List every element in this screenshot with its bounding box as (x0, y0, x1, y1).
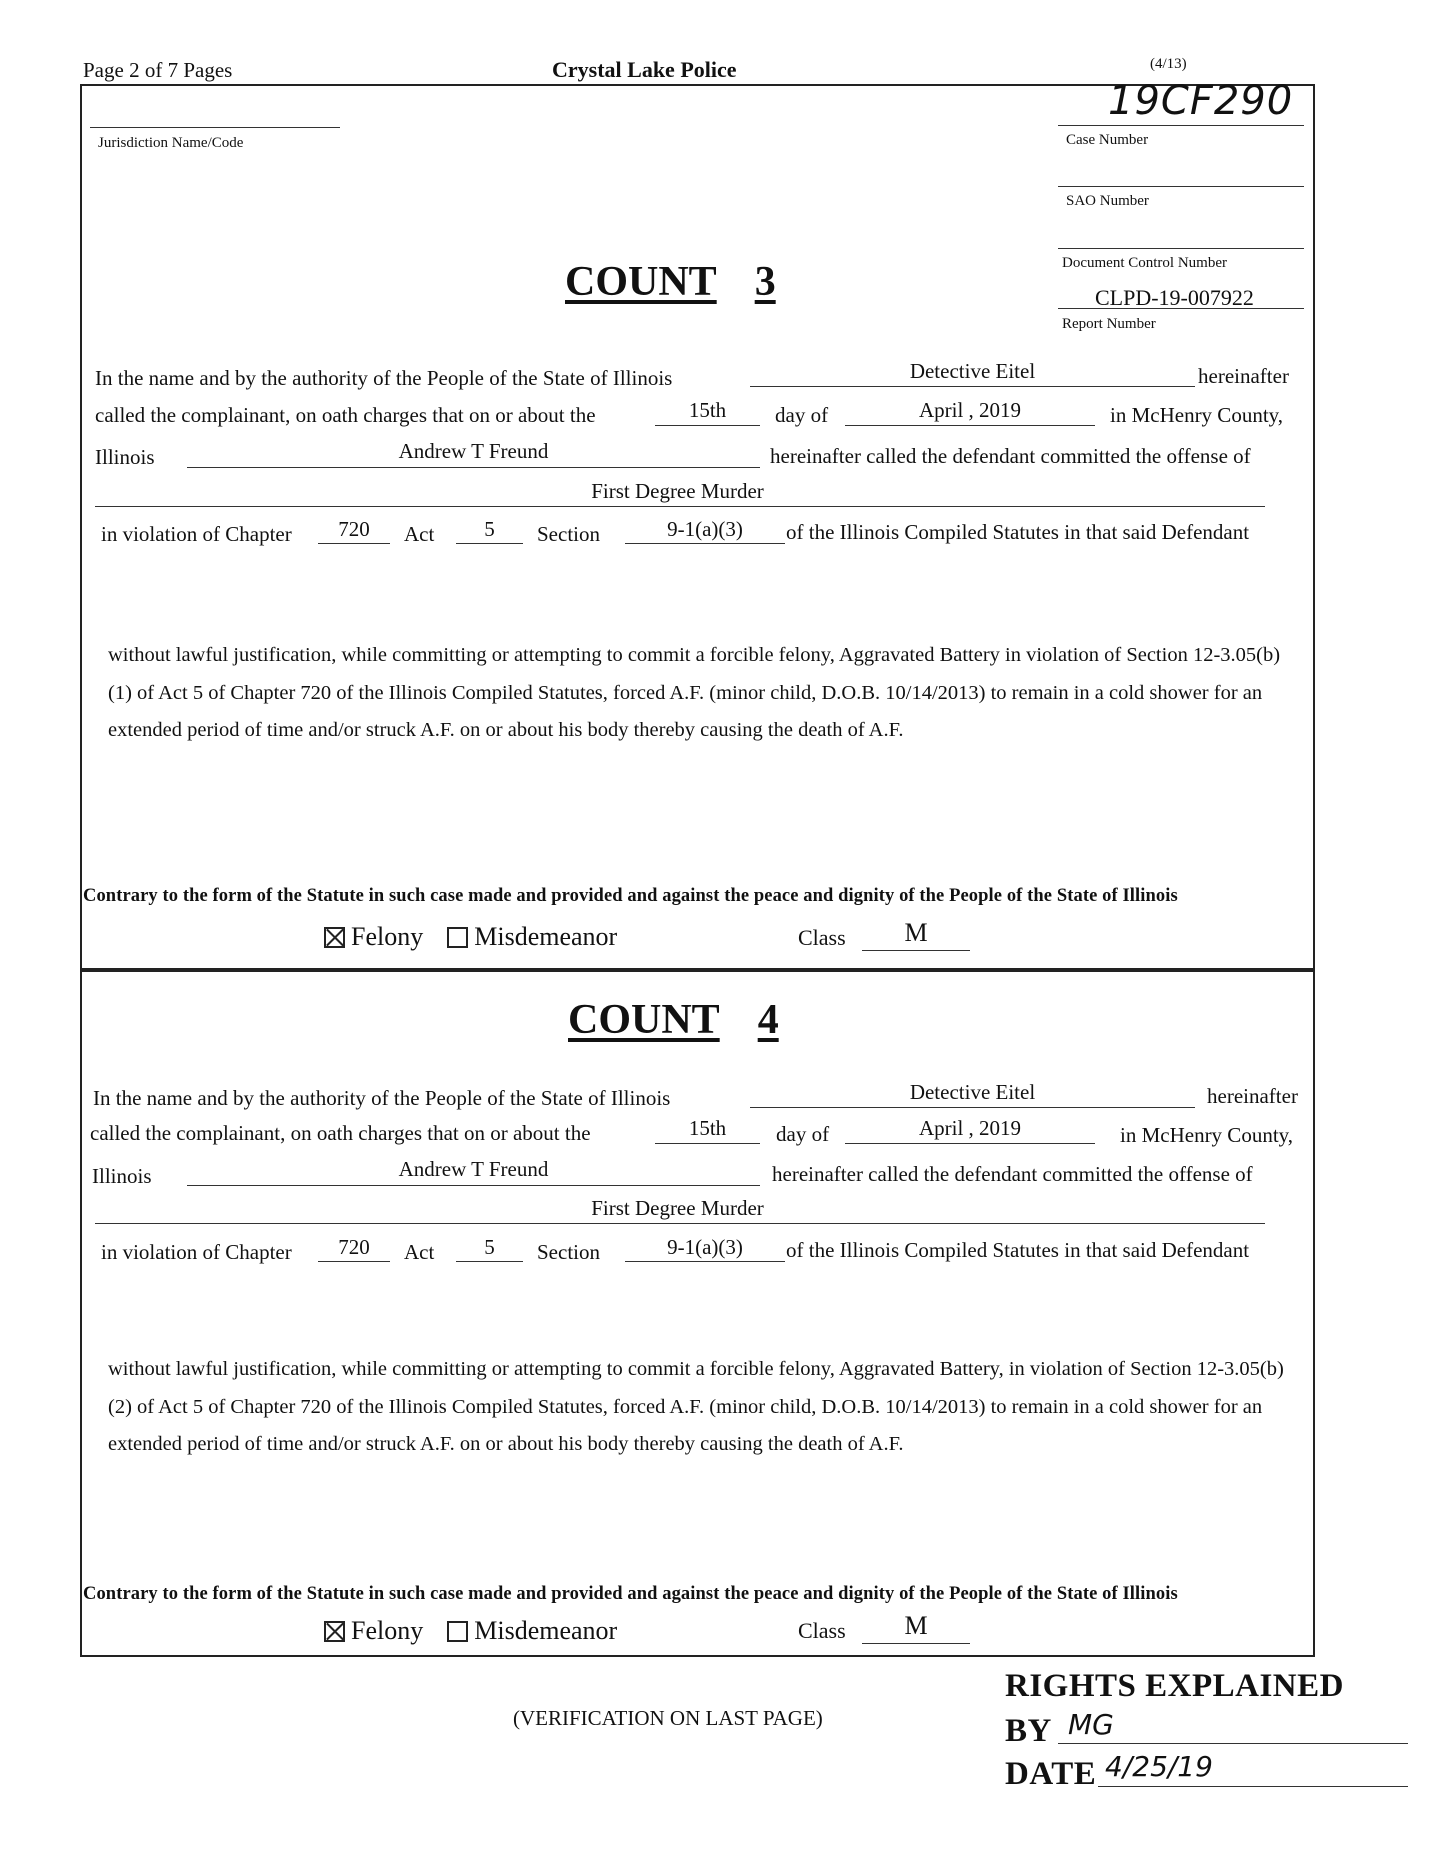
count-4-act: 5 (484, 1235, 495, 1259)
count-3-chapter-line (318, 543, 390, 544)
count-3-title: COUNT 3 (565, 259, 776, 305)
rights-explained: RIGHTS EXPLAINED (1005, 1668, 1344, 1704)
count-3-offense-line (95, 506, 1265, 507)
count-4-chapter-label: in violation of Chapter (101, 1240, 292, 1264)
count-divider (80, 968, 1315, 972)
rights-date-value: 4/25/19 (1105, 1750, 1213, 1783)
count-3-chapter-label: in violation of Chapter (101, 522, 292, 546)
count-4-complainant: Detective Eitel (909, 1080, 1036, 1104)
count-3-county: in McHenry County, (1110, 403, 1284, 427)
count-3-month-year-line (845, 425, 1095, 426)
count-4-month-year: April , 2019 (918, 1116, 1022, 1140)
form-revision: (4/13) (1150, 56, 1187, 72)
count-3-complainant-line (750, 386, 1195, 387)
rights-date-line (1098, 1786, 1408, 1787)
count-4-number: 4 (757, 997, 779, 1043)
count-4-hereinafter: hereinafter (1207, 1084, 1298, 1108)
count-4-class-value: M (904, 1611, 928, 1640)
rights-by-initials: MG (1068, 1708, 1114, 1741)
count-4-day-line (655, 1143, 760, 1144)
jurisdiction-line (90, 127, 340, 128)
count-3-misdemeanor-label: Misdemeanor (474, 922, 618, 951)
count-4-illinois: Illinois (92, 1164, 152, 1188)
count-3-offense: First Degree Murder (591, 479, 764, 503)
count-3-illinois: Illinois (95, 445, 155, 469)
report-number-label: Report Number (1062, 316, 1156, 332)
count-4-chapter-line (318, 1261, 390, 1262)
count-4-misdemeanor-checkbox[interactable] (447, 1621, 468, 1642)
count-4-defendant-line (187, 1185, 760, 1186)
case-number-line (1058, 125, 1304, 126)
document-control-label: Document Control Number (1062, 255, 1227, 271)
count-4-misdemeanor-label: Misdemeanor (474, 1616, 618, 1645)
count-4-classification (324, 1616, 641, 1646)
count-3-felony-label: Felony (351, 922, 424, 951)
jurisdiction-label: Jurisdiction Name/Code (98, 135, 244, 151)
count-4-county: in McHenry County, (1120, 1123, 1294, 1147)
count-3-section-label: Section (537, 522, 600, 546)
count-3-defendant-line (187, 467, 760, 468)
count-3-classification (324, 922, 641, 952)
verification-note: (VERIFICATION ON LAST PAGE) (513, 1706, 823, 1730)
count-4-class-line (862, 1643, 970, 1644)
count-3-section-line (625, 543, 785, 544)
count-4-day: 15th (688, 1116, 727, 1140)
document-control-top-line (1058, 248, 1304, 249)
count-3-called-text: called the complainant, on oath charges that on or about the (95, 403, 596, 427)
count-3-defendant-phrase: hereinafter called the defendant committed the offense of (770, 444, 1251, 468)
count-4-contrary-clause: Contrary to the form of the Statute in such case made and provided and against the peace and dignity of the People of the State of Illinois (83, 1584, 1178, 1604)
count-3-hereinafter: hereinafter (1198, 364, 1289, 388)
count-4-section-label: Section (537, 1240, 600, 1264)
count-3-act-line (456, 543, 523, 544)
case-number-value: 19CF290 (1108, 78, 1294, 124)
count-3-act-label: Act (404, 522, 435, 546)
count-3-day-of: day of (775, 403, 829, 427)
count-4-act-label: Act (404, 1240, 435, 1264)
count-4-month-year-line (845, 1143, 1095, 1144)
sao-number-top-line (1058, 186, 1304, 187)
count-3-day: 15th (688, 398, 727, 422)
case-number-label: Case Number (1066, 132, 1149, 148)
count-4-offense-line (95, 1223, 1265, 1224)
rights-by-line (1058, 1743, 1408, 1744)
count-4-act-line (456, 1261, 523, 1262)
count-4-felony-checkbox[interactable] (324, 1621, 345, 1642)
count-4-day-of: day of (776, 1122, 830, 1146)
count-3-act: 5 (484, 517, 495, 541)
document-control-value: CLPD-19-007922 (1095, 285, 1254, 310)
count-4-class-label: Class (798, 1618, 846, 1643)
rights-by-label: BY (1005, 1713, 1052, 1749)
report-number-line (1058, 308, 1304, 309)
count-4-defendant: Andrew T Freund (398, 1157, 549, 1181)
count-4-defendant-phrase: hereinafter called the defendant committed the offense of (772, 1162, 1253, 1186)
page-indicator: Page 2 of 7 Pages (83, 58, 233, 82)
count-3-chapter: 720 (338, 517, 370, 541)
count-3-defendant: Andrew T Freund (398, 439, 549, 463)
count-4-offense: First Degree Murder (591, 1196, 764, 1220)
count-3-day-line (655, 425, 760, 426)
count-3-description: without lawful justification, while committing or attempting to commit a forcible felony, Aggravated Battery in violation of Section 12-3.05(b)(1) of Act 5 of Chapter 720 of the Illinois Compiled Statutes, forced A.F. (minor child, D.O.B. 10/14/2013) to remain in a cold shower for an extended period of time and/or struck A.F. on or about his body thereby causing the death of A.F. (108, 644, 1281, 741)
count-4-felony-label: Felony (351, 1616, 424, 1645)
count-4-title: COUNT 4 (568, 997, 779, 1043)
count-4-section: 9-1(a)(3) (667, 1235, 743, 1259)
rights-date-label: DATE (1005, 1756, 1097, 1792)
count-4-section-line (625, 1261, 785, 1262)
count-4-statutes-phrase: of the Illinois Compiled Statutes in that said Defendant (786, 1238, 1250, 1262)
count-3-statutes-phrase: of the Illinois Compiled Statutes in that said Defendant (786, 520, 1250, 544)
document-title: Crystal Lake Police (552, 57, 737, 82)
count-3-complainant: Detective Eitel (909, 359, 1036, 383)
count-3-contrary-clause: Contrary to the form of the Statute in such case made and provided and against the peace and dignity of the People of the State of Illinois (83, 886, 1178, 906)
count-4-called-text: called the complainant, on oath charges that on or about the (90, 1121, 591, 1145)
count-3-felony-checkbox[interactable] (324, 927, 345, 948)
count-4-chapter: 720 (338, 1235, 370, 1259)
count-4-description: without lawful justification, while committing or attempting to commit a forcible felony, Aggravated Battery, in violation of Section 12-3.05(b)(2) of Act 5 of Chapter 720 of the Illinois Compiled Statutes, forced A.F. (minor child, D.O.B. 10/14/2013) to remain in a cold shower for an extended period of time and/or struck A.F. on or about his body thereby causing the death of A.F. (108, 1358, 1284, 1455)
count-3-number: 3 (754, 259, 776, 305)
sao-number-label: SAO Number (1066, 193, 1149, 209)
count-3-class-label: Class (798, 925, 846, 950)
count-3-section: 9-1(a)(3) (667, 517, 743, 541)
count-3-class-value: M (904, 918, 928, 947)
count-3-class-line (862, 950, 970, 951)
count-3-misdemeanor-checkbox[interactable] (447, 927, 468, 948)
count-4-intro: In the name and by the authority of the People of the State of Illinois (93, 1086, 671, 1110)
count-3-month-year: April , 2019 (918, 398, 1022, 422)
count-3-intro: In the name and by the authority of the People of the State of Illinois (95, 366, 673, 390)
count-4-complainant-line (750, 1107, 1195, 1108)
